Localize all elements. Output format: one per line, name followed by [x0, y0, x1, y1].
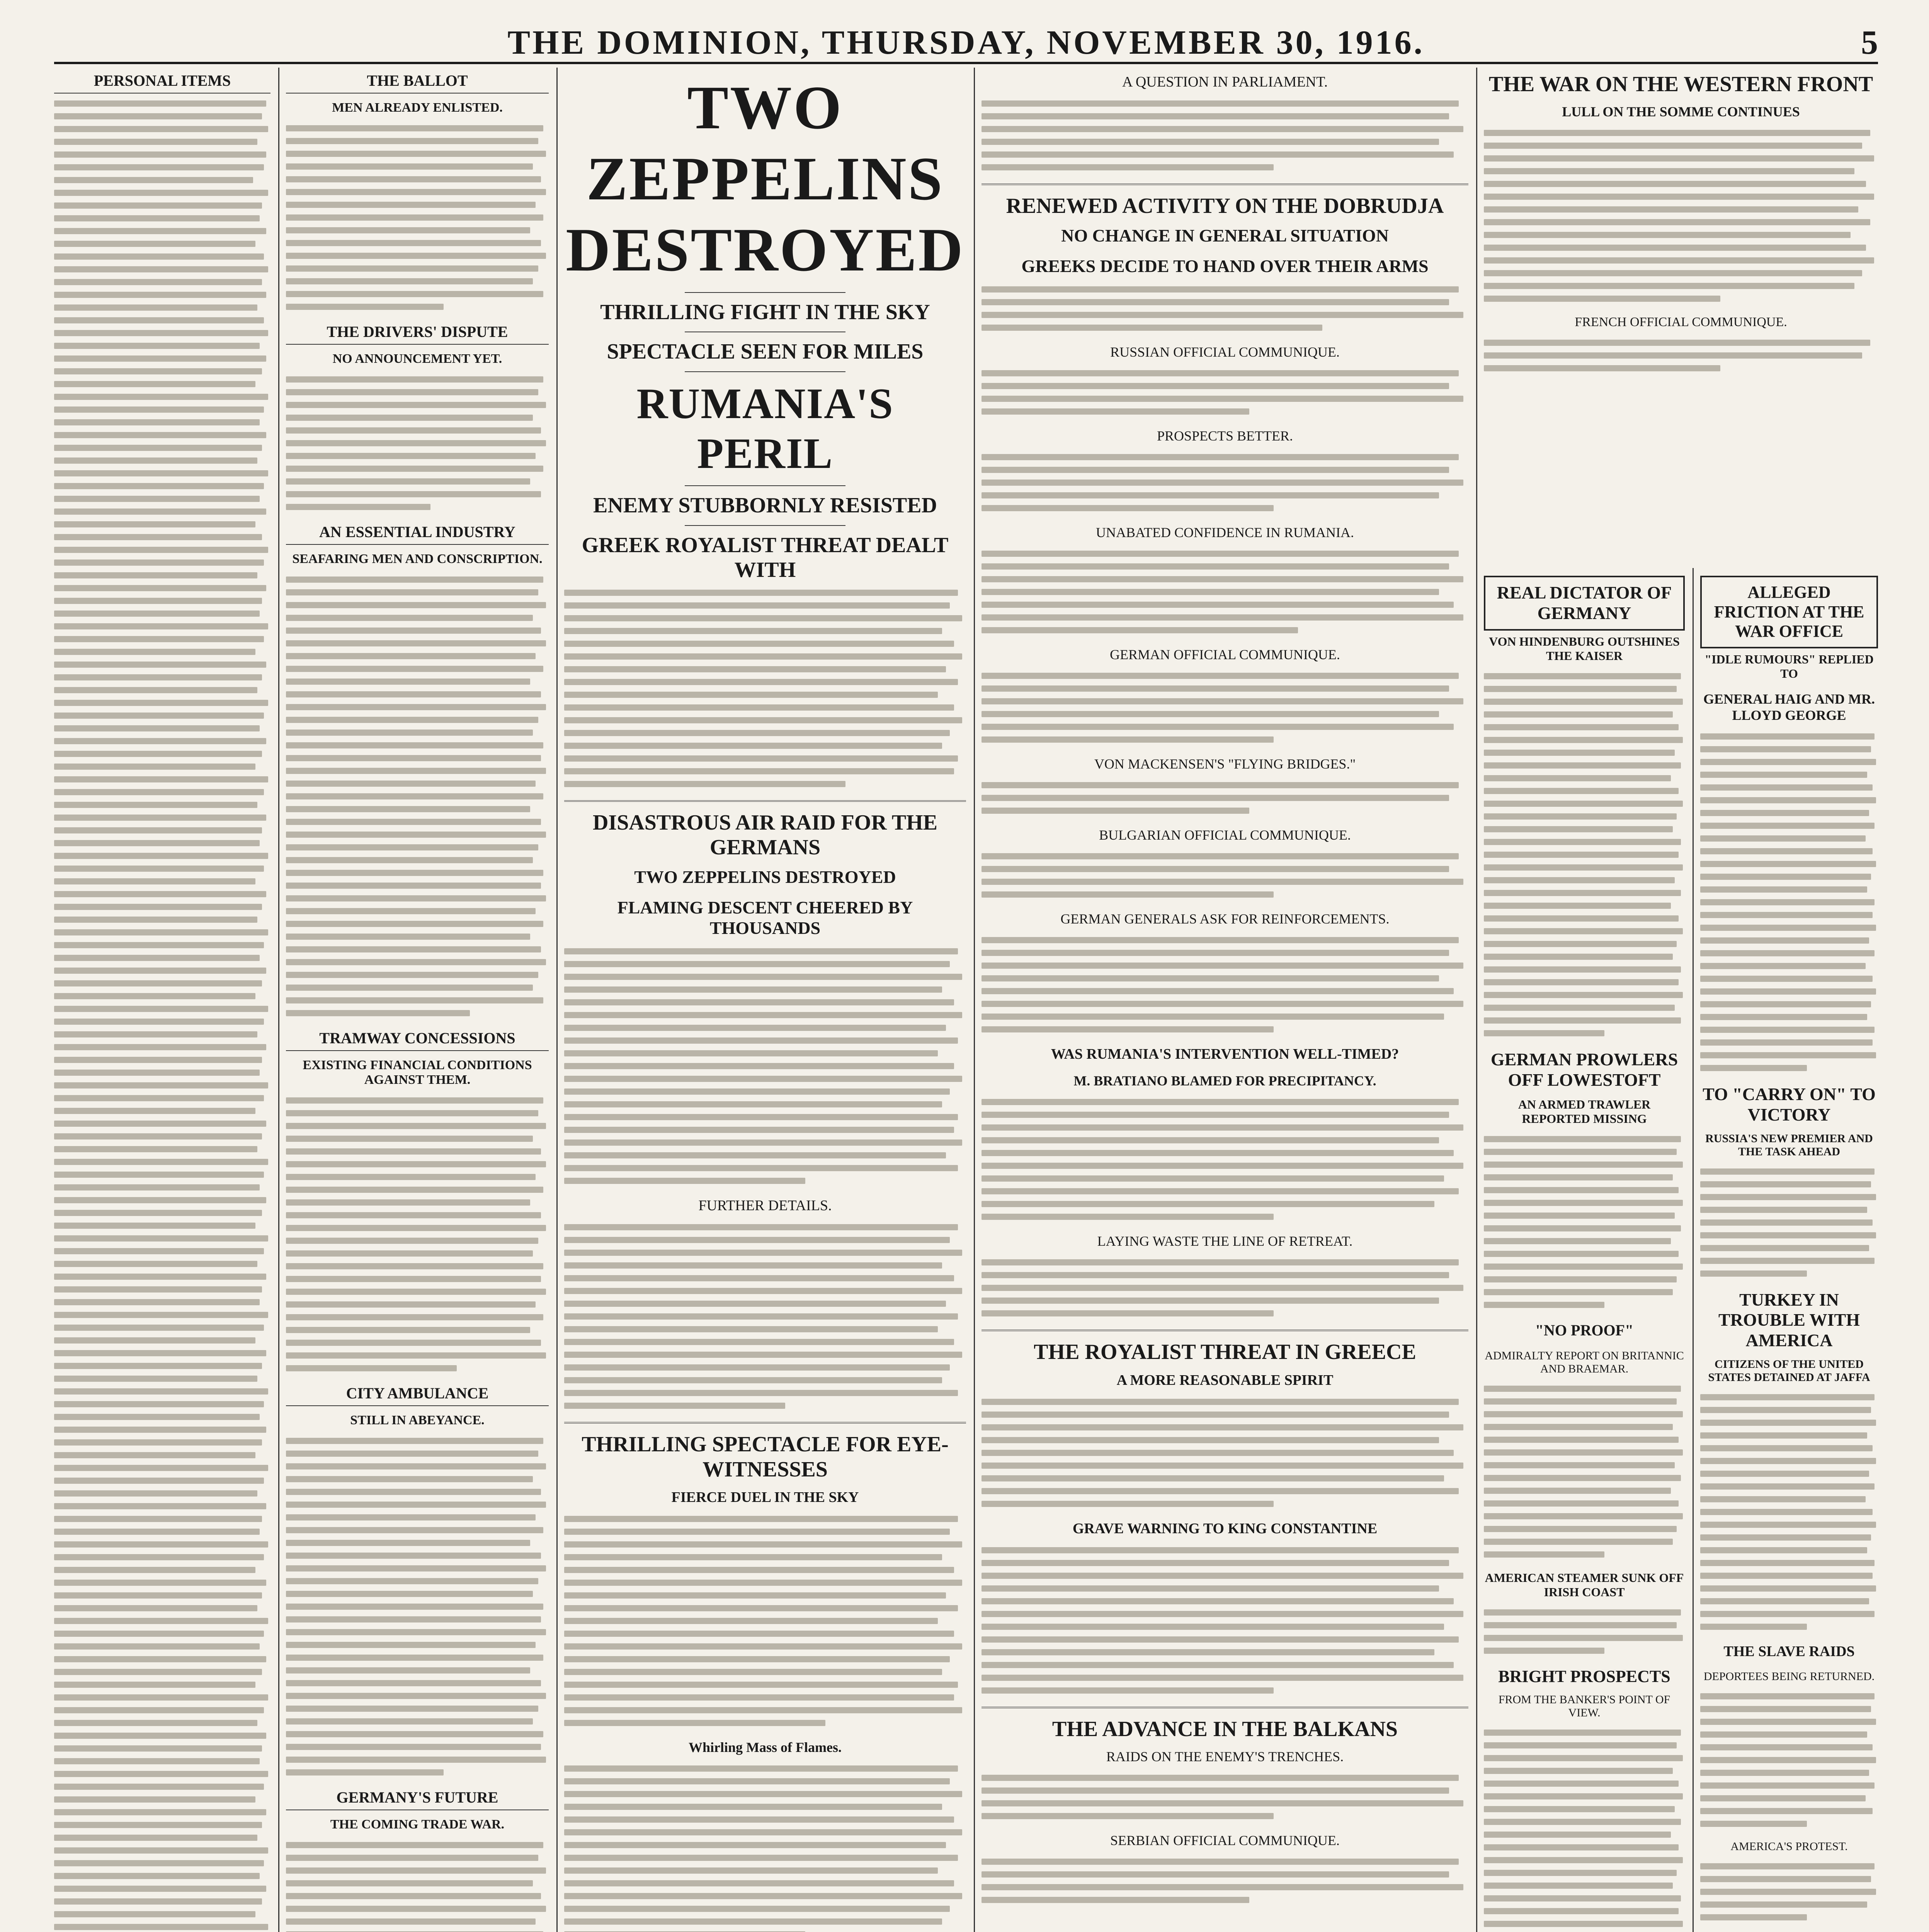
section-heading: CITY AMBULANCE — [286, 1384, 549, 1406]
sub-heading: TWO ZEPPELINS DESTROYED — [634, 867, 896, 887]
sub-heading: VON MACKENSEN'S "FLYING BRIDGES." — [1094, 756, 1356, 772]
sub-heading: AMERICAN STEAMER SUNK OFF IRISH COAST — [1485, 1570, 1684, 1599]
column-world-news — [1700, 572, 1878, 1932]
article-text — [982, 551, 1468, 633]
sub-heading: Whirling Mass of Flames. — [689, 1740, 842, 1755]
divider — [685, 485, 845, 486]
section-heading: THE ADVANCE IN THE BALKANS — [1052, 1717, 1398, 1741]
sub-heading: UNABATED CONFIDENCE IN RUMANIA. — [1096, 525, 1354, 541]
section-heading: THE BALLOT — [286, 72, 549, 94]
sub-heading: A MORE REASONABLE SPIRIT — [1116, 1372, 1334, 1388]
article-text — [1484, 1136, 1685, 1308]
column-rule — [974, 68, 975, 1932]
column-local-news — [286, 70, 549, 1932]
article-text — [286, 125, 549, 310]
sub-heading: "NO PROOF" — [1535, 1321, 1634, 1339]
article-text — [1700, 1168, 1878, 1277]
section-heading: DISASTROUS AIR RAID FOR THE GERMANS — [592, 810, 938, 859]
divider — [564, 800, 966, 802]
column-personal-items — [54, 70, 270, 1932]
section-heading: PERSONAL ITEMS — [54, 72, 270, 94]
newspaper-title: THE DOMINION, THURSDAY, NOVEMBER 30, 1916. — [507, 24, 1425, 61]
headline-deck: RUMANIA'S PERIL — [636, 379, 894, 478]
sub-heading: LAYING WASTE THE LINE OF RETREAT. — [1097, 1233, 1353, 1249]
section-heading: ALLEGED FRICTION AT THE WAR OFFICE — [1714, 583, 1864, 641]
article-text — [1484, 1609, 1685, 1654]
article-text — [1700, 733, 1878, 1071]
article-text — [982, 937, 1468, 1032]
article-text — [982, 454, 1468, 511]
article-text — [982, 1775, 1468, 1819]
article-text — [982, 1859, 1468, 1903]
main-headline: TWO ZEPPELINS DESTROYED — [566, 73, 964, 284]
article-text — [982, 673, 1468, 743]
section-heading: GERMANY'S FUTURE — [286, 1789, 549, 1810]
article-text — [982, 1259, 1468, 1316]
divider — [982, 184, 1468, 185]
sub-heading: EXISTING FINANCIAL CONDITIONS AGAINST THEM. — [303, 1058, 532, 1087]
section-heading: GERMAN PROWLERS OFF LOWESTOFT — [1490, 1049, 1678, 1090]
sub-heading: AMERICA'S PROTEST. — [1730, 1840, 1848, 1853]
divider — [982, 1330, 1468, 1331]
sub-heading: FLAMING DESCENT CHEERED BY THOUSANDS — [617, 898, 913, 938]
section-heading: THE WAR ON THE WESTERN FRONT — [1488, 72, 1873, 96]
article-text — [1700, 1693, 1878, 1827]
section-heading: THE ROYALIST THREAT IN GREECE — [1034, 1340, 1416, 1364]
sub-heading: THE SLAVE RAIDS — [1723, 1643, 1855, 1660]
section-heading: THE DRIVERS' DISPUTE — [286, 323, 549, 345]
section-heading: AN ESSENTIAL INDUSTRY — [286, 523, 549, 545]
sub-heading: NO ANNOUNCEMENT YET. — [332, 352, 502, 366]
article-text — [54, 100, 270, 1932]
masthead — [54, 19, 1878, 64]
sub-heading: SEAFARING MEN AND CONSCRIPTION. — [292, 552, 543, 566]
article-text — [1700, 1394, 1878, 1630]
sub-heading: BULGARIAN OFFICIAL COMMUNIQUE. — [1099, 827, 1351, 843]
article-text — [982, 100, 1468, 170]
sub-heading: GERMAN OFFICIAL COMMUNIQUE. — [1110, 647, 1340, 663]
divider — [982, 1707, 1468, 1708]
sub-heading: FRENCH OFFICIAL COMMUNIQUE. — [1575, 315, 1787, 330]
article-text — [1700, 1863, 1878, 1920]
section-heading: TO "CARRY ON" TO VICTORY — [1703, 1084, 1876, 1124]
article-text — [1484, 130, 1878, 302]
column-rule — [556, 68, 558, 1932]
sub-heading: GREEKS DECIDE TO HAND OVER THEIR ARMS — [1021, 256, 1429, 276]
column-western-front — [1484, 70, 1878, 560]
section-heading: THRILLING SPECTACLE FOR EYE-WITNESSES — [582, 1432, 949, 1481]
article-text — [564, 1516, 966, 1726]
section-heading: BRIGHT PROSPECTS — [1498, 1667, 1670, 1686]
article-text — [564, 948, 966, 1184]
sub-heading: FROM THE BANKER'S POINT OF VIEW. — [1498, 1693, 1670, 1719]
headline-deck: SPECTACLE SEEN FOR MILES — [607, 340, 924, 364]
sub-heading: MEN ALREADY ENLISTED. — [332, 100, 503, 115]
column-main-news — [564, 70, 966, 1932]
sub-heading: FIERCE DUEL IN THE SKY — [671, 1489, 859, 1506]
article-text — [1484, 673, 1685, 1036]
column-germany-news — [1484, 572, 1685, 1932]
sub-heading: RUSSIAN OFFICIAL COMMUNIQUE. — [1110, 344, 1340, 360]
sub-heading: GERMAN GENERALS ASK FOR REINFORCEMENTS. — [1060, 911, 1390, 927]
sub-heading: ADMIRALTY REPORT ON BRITANNIC AND BRAEMAR. — [1485, 1349, 1684, 1375]
article-text — [286, 577, 549, 1016]
column-rule — [1476, 68, 1477, 1932]
section-heading: TRAMWAY CONCESSIONS — [286, 1029, 549, 1051]
column-rule — [1693, 568, 1694, 1932]
sub-heading: RUSSIA'S NEW PREMIER AND THE TASK AHEAD — [1705, 1132, 1873, 1158]
article-text — [1484, 1386, 1685, 1558]
divider — [564, 1422, 966, 1423]
sub-heading: WAS RUMANIA'S INTERVENTION WELL-TIMED? — [1051, 1046, 1399, 1063]
sub-heading: THE COMING TRADE WAR. — [330, 1817, 505, 1832]
column-rule — [278, 68, 279, 1932]
page-number: 5 — [1861, 24, 1878, 61]
article-text — [982, 782, 1468, 814]
sub-heading: SERBIAN OFFICIAL COMMUNIQUE. — [1110, 1833, 1340, 1849]
article-text — [982, 286, 1468, 331]
article-text — [564, 1224, 966, 1409]
headline-deck: ENEMY STUBBORNLY RESISTED — [593, 493, 937, 518]
sub-heading: LULL ON THE SOMME CONTINUES — [1562, 104, 1800, 120]
article-text — [982, 1547, 1468, 1694]
article-text — [286, 1842, 549, 1932]
divider — [685, 292, 845, 293]
sub-heading: GENERAL HAIG AND MR. LLOYD GEORGE — [1703, 691, 1875, 723]
sub-heading: DEPORTEES BEING RETURNED. — [1703, 1670, 1875, 1683]
article-text — [564, 590, 966, 787]
sub-heading: RAIDS ON THE ENEMY'S TRENCHES. — [1106, 1749, 1344, 1765]
article-text — [982, 1099, 1468, 1220]
article-text — [286, 1438, 549, 1776]
headline-deck: THRILLING FIGHT IN THE SKY — [600, 300, 930, 324]
divider — [685, 525, 845, 526]
article-text — [1484, 1730, 1685, 1932]
sub-heading: STILL IN ABEYANCE. — [350, 1413, 485, 1427]
sub-heading: A QUESTION IN PARLIAMENT. — [1122, 74, 1328, 90]
column-balkan-news — [982, 70, 1468, 1932]
sub-heading: M. BRATIANO BLAMED FOR PRECIPITANCY. — [1073, 1073, 1376, 1089]
article-text — [564, 1765, 966, 1932]
headline-box — [1700, 576, 1878, 648]
sub-heading: GRAVE WARNING TO KING CONSTANTINE — [1072, 1520, 1378, 1537]
sub-heading: CITIZENS OF THE UNITED STATES DETAINED AT JAFFA — [1708, 1358, 1870, 1384]
sub-heading: PROSPECTS BETTER. — [1157, 428, 1293, 444]
article-text — [982, 1399, 1468, 1507]
article-text — [982, 853, 1468, 898]
sub-heading: VON HINDENBURG OUTSHINES THE KAISER — [1489, 634, 1680, 663]
section-heading: TURKEY IN TROUBLE WITH AMERICA — [1718, 1289, 1860, 1350]
divider — [685, 371, 845, 372]
article-text — [286, 376, 549, 510]
sub-heading: "IDLE RUMOURS" REPLIED TO — [1704, 652, 1874, 680]
sub-heading: AN ARMED TRAWLER REPORTED MISSING — [1518, 1097, 1651, 1126]
headline-deck: GREEK ROYALIST THREAT DEALT WITH — [582, 533, 949, 582]
article-text — [1484, 340, 1878, 371]
headline-box — [1484, 576, 1685, 631]
section-heading: RENEWED ACTIVITY ON THE DOBRUDJA — [1006, 194, 1444, 218]
sub-heading: FURTHER DETAILS. — [698, 1197, 832, 1214]
article-text — [982, 370, 1468, 415]
sub-heading: NO CHANGE IN GENERAL SITUATION — [1061, 226, 1389, 246]
section-heading: REAL DICTATOR OF GERMANY — [1497, 583, 1672, 623]
article-text — [286, 1097, 549, 1371]
